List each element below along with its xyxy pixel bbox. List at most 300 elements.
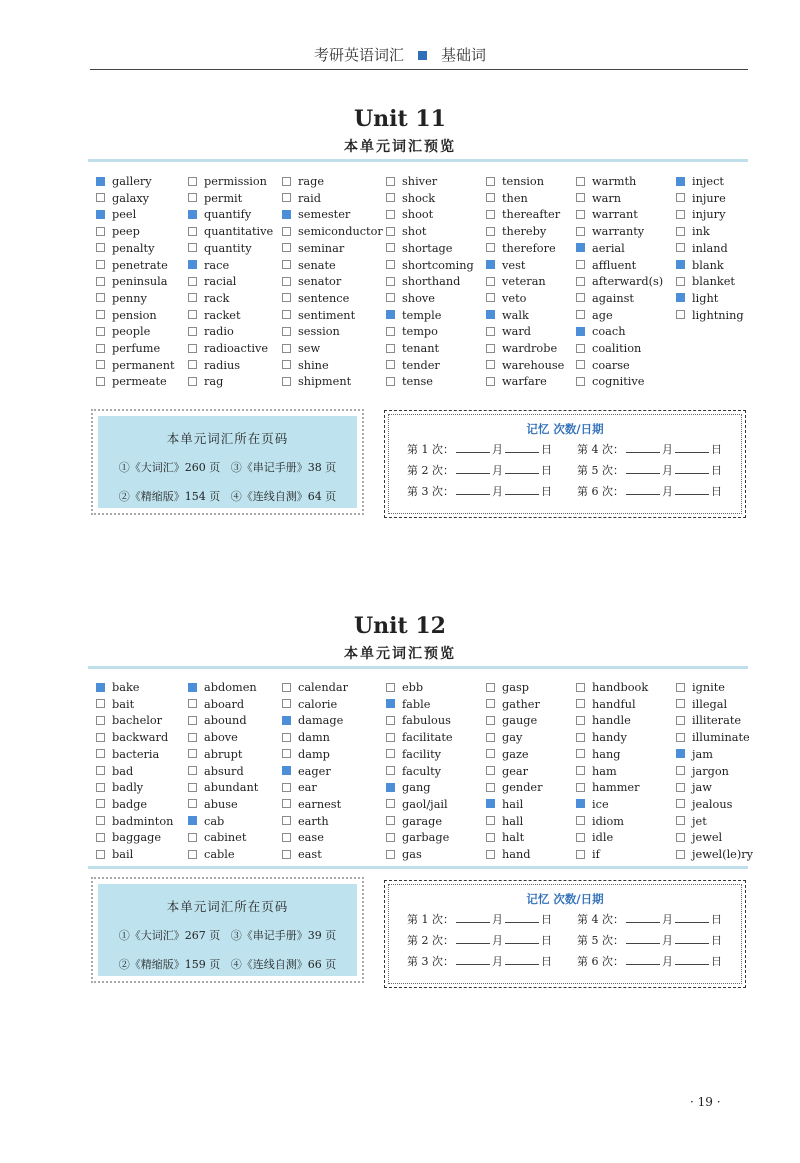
checked-box-icon	[188, 816, 197, 825]
vocabulary-word: jaw	[692, 781, 712, 795]
vocabulary-item	[676, 291, 718, 307]
checkbox-icon	[96, 360, 105, 369]
vocabulary-item	[282, 847, 322, 863]
vocabulary-word: lightning	[692, 308, 744, 322]
vocabulary-item	[576, 830, 613, 846]
checkbox-icon	[282, 799, 291, 808]
header-section-title: 基础词	[441, 46, 487, 64]
day-label: 日	[541, 443, 552, 456]
vocabulary-item	[188, 830, 246, 846]
vocabulary-word: abdomen	[204, 681, 257, 694]
unit-title: Unit 12	[354, 613, 446, 639]
checkbox-icon	[486, 360, 495, 369]
vocabulary-word: then	[502, 191, 528, 205]
memory-log-entry	[407, 462, 552, 478]
vocabulary-item	[188, 207, 251, 223]
checkbox-icon	[386, 177, 395, 186]
checkbox-icon	[96, 377, 105, 386]
day-label: 日	[711, 934, 722, 947]
checkbox-icon	[676, 210, 685, 219]
vocabulary-item	[282, 797, 341, 813]
checkbox-icon	[96, 243, 105, 252]
vocabulary-word: afterward(s)	[592, 275, 664, 289]
checked-box-icon	[282, 716, 291, 725]
vocabulary-word: idle	[592, 831, 614, 845]
vocabulary-item	[676, 191, 726, 207]
vocabulary-word: radioactive	[204, 342, 269, 355]
vocabulary-item	[386, 358, 440, 374]
checkbox-icon	[96, 193, 105, 202]
memory-log-entry	[407, 953, 552, 969]
vocabulary-item	[188, 274, 236, 290]
checkbox-icon	[282, 293, 291, 302]
vocabulary-word: penetrate	[112, 258, 168, 272]
vocabulary-item	[188, 747, 242, 763]
page-reference-row	[98, 459, 357, 475]
vocabulary-item	[386, 174, 437, 190]
checked-box-icon	[282, 766, 291, 775]
day-label: 日	[541, 934, 552, 947]
vocabulary-word: shortcoming	[402, 258, 474, 272]
checkbox-icon	[576, 293, 585, 302]
memory-log-entry	[407, 932, 552, 948]
vocabulary-item	[576, 241, 625, 257]
memory-log-entry	[577, 932, 722, 948]
vocabulary-item	[96, 713, 162, 729]
vocabulary-item	[96, 308, 157, 324]
vocabulary-item	[188, 780, 258, 796]
vocabulary-word: cab	[204, 814, 225, 828]
day-label: 日	[711, 955, 722, 968]
checkbox-icon	[96, 766, 105, 775]
memory-log-entry	[577, 953, 722, 969]
vocabulary-word: bachelor	[112, 714, 163, 728]
vocabulary-item	[386, 747, 441, 763]
vocabulary-word: warn	[592, 191, 622, 205]
checked-box-icon	[386, 699, 395, 708]
vocabulary-item	[486, 764, 528, 780]
vocabulary-word: semester	[298, 208, 351, 222]
memory-attempt-label: 第 6 次：	[577, 485, 624, 498]
vocabulary-word: tender	[402, 358, 440, 372]
checkbox-icon	[676, 833, 685, 842]
page-ref-lianxian: ④《连线自测》66 页	[230, 958, 337, 971]
vocabulary-item	[96, 174, 152, 190]
checkbox-icon	[486, 816, 495, 825]
checked-box-icon	[188, 210, 197, 219]
memory-attempt-label: 第 3 次：	[407, 485, 454, 498]
vocabulary-word: jealous	[692, 797, 733, 811]
vocabulary-word: calorie	[298, 697, 338, 711]
memory-log-box	[384, 410, 746, 518]
checkbox-icon	[96, 733, 105, 742]
vocabulary-word: damage	[298, 714, 344, 728]
vocabulary-word: facility	[402, 747, 442, 761]
vocabulary-word: shove	[402, 291, 435, 305]
vocabulary-item	[386, 697, 430, 713]
vocabulary-item	[576, 341, 641, 357]
checkbox-icon	[282, 360, 291, 369]
vocabulary-word: quantify	[204, 208, 252, 222]
vocabulary-item	[96, 224, 140, 240]
vocabulary-word: racket	[204, 308, 241, 322]
vocabulary-item	[386, 680, 423, 696]
vocabulary-word: cable	[204, 848, 235, 861]
vocabulary-word: hang	[592, 747, 621, 761]
memory-attempt-label: 第 5 次：	[577, 934, 624, 947]
vocabulary-item	[486, 680, 529, 696]
checkbox-icon	[282, 277, 291, 286]
day-label: 日	[711, 443, 722, 456]
page-number: · 19 ·	[690, 1095, 721, 1109]
vocabulary-word: coalition	[592, 342, 642, 355]
vocabulary-word: peninsula	[112, 275, 168, 289]
day-blank	[505, 912, 539, 923]
checkbox-icon	[96, 799, 105, 808]
checkbox-icon	[486, 293, 495, 302]
checkbox-icon	[486, 277, 495, 286]
vocabulary-item	[386, 374, 433, 390]
checkbox-icon	[386, 227, 395, 236]
checkbox-icon	[96, 716, 105, 725]
vocabulary-word: shoot	[402, 208, 434, 222]
day-label: 日	[711, 464, 722, 477]
vocabulary-word: damn	[298, 731, 330, 745]
vocabulary-word: earth	[298, 814, 329, 828]
vocabulary-word: walk	[502, 308, 529, 322]
vocabulary-word: inject	[692, 175, 724, 188]
vocabulary-word: cognitive	[592, 375, 645, 389]
month-label: 月	[662, 485, 673, 498]
checkbox-icon	[282, 783, 291, 792]
vocabulary-word: ignite	[692, 681, 725, 694]
vocabulary-item	[676, 207, 725, 223]
vocabulary-word: handbook	[592, 681, 649, 694]
vocabulary-word: thereby	[502, 225, 547, 239]
vocabulary-item	[96, 341, 160, 357]
checkbox-icon	[676, 243, 685, 252]
vocabulary-item	[576, 730, 627, 746]
checkbox-icon	[676, 310, 685, 319]
checked-box-icon	[386, 310, 395, 319]
vocabulary-item	[282, 174, 324, 190]
vocabulary-word: raid	[298, 191, 321, 205]
checkbox-icon	[676, 699, 685, 708]
vocabulary-word: hammer	[592, 781, 640, 795]
checkbox-icon	[282, 193, 291, 202]
vocabulary-word: facilitate	[402, 731, 453, 745]
memory-log-title: 记忆 次数/日期	[526, 422, 604, 436]
checkbox-icon	[576, 177, 585, 186]
vocabulary-item	[676, 224, 710, 240]
vocabulary-item	[188, 764, 244, 780]
vocabulary-word: handy	[592, 731, 627, 745]
checkbox-icon	[96, 833, 105, 842]
checkbox-icon	[386, 243, 395, 252]
vocabulary-word: fable	[402, 697, 431, 711]
checkbox-icon	[188, 699, 197, 708]
checkbox-icon	[386, 344, 395, 353]
vocabulary-word: temple	[402, 308, 442, 322]
vocabulary-word: peel	[112, 208, 137, 222]
checkbox-icon	[386, 716, 395, 725]
vocabulary-item	[576, 680, 648, 696]
vocabulary-item	[282, 814, 329, 830]
page-reference-row	[98, 488, 357, 504]
memory-log-entry	[407, 911, 552, 927]
vocabulary-word: hall	[502, 814, 524, 828]
vocabulary-word: fabulous	[402, 714, 451, 728]
checkbox-icon	[576, 733, 585, 742]
vocabulary-item	[282, 241, 344, 257]
checkbox-icon	[576, 683, 585, 692]
vocabulary-word: hand	[502, 848, 531, 861]
vocabulary-word: idiom	[592, 814, 624, 828]
unit-divider-bar	[88, 666, 748, 669]
checkbox-icon	[676, 277, 685, 286]
vocabulary-item	[386, 308, 441, 324]
checkbox-icon	[486, 243, 495, 252]
vocabulary-word: vest	[502, 258, 526, 272]
vocabulary-item	[386, 207, 433, 223]
vocabulary-word: abound	[204, 714, 247, 728]
vocabulary-item	[386, 764, 441, 780]
vocabulary-item	[282, 730, 330, 746]
day-blank	[675, 463, 709, 474]
checkbox-icon	[282, 260, 291, 269]
vocabulary-item	[96, 358, 175, 374]
checkbox-icon	[676, 850, 685, 859]
vocabulary-item	[96, 847, 133, 863]
vocabulary-word: badge	[112, 797, 148, 811]
checked-box-icon	[188, 683, 197, 692]
checkbox-icon	[188, 360, 197, 369]
vocabulary-item	[576, 174, 636, 190]
vocabulary-item	[188, 358, 240, 374]
vocabulary-item	[576, 847, 600, 863]
vocabulary-item	[676, 847, 753, 863]
checked-box-icon	[576, 799, 585, 808]
vocabulary-word: gas	[402, 848, 422, 861]
vocabulary-word: permit	[204, 191, 243, 205]
unit-title: Unit 11	[354, 106, 446, 132]
vocabulary-word: racial	[204, 275, 237, 289]
checkbox-icon	[486, 193, 495, 202]
month-blank	[626, 463, 660, 474]
checkbox-icon	[386, 816, 395, 825]
memory-attempt-label: 第 6 次：	[577, 955, 624, 968]
checkbox-icon	[576, 260, 585, 269]
checkbox-icon	[282, 344, 291, 353]
vocabulary-word: abrupt	[204, 747, 243, 761]
vocabulary-item	[96, 730, 168, 746]
vocabulary-word: abundant	[204, 781, 259, 795]
vocabulary-word: handful	[592, 697, 636, 711]
vocabulary-item	[386, 191, 435, 207]
vocabulary-item	[676, 274, 735, 290]
checkbox-icon	[576, 850, 585, 859]
vocabulary-item	[282, 341, 320, 357]
vocabulary-item	[676, 814, 707, 830]
vocabulary-item	[96, 241, 154, 257]
vocabulary-item	[386, 274, 460, 290]
vocabulary-item	[386, 730, 453, 746]
checkbox-icon	[486, 377, 495, 386]
vocabulary-word: semiconductor	[298, 225, 383, 239]
vocabulary-item	[282, 274, 341, 290]
vocabulary-word: baggage	[112, 831, 162, 845]
month-label: 月	[492, 934, 503, 947]
checked-box-icon	[96, 177, 105, 186]
vocabulary-item	[386, 814, 442, 830]
checkbox-icon	[188, 783, 197, 792]
day-blank	[505, 933, 539, 944]
checkbox-icon	[188, 310, 197, 319]
vocabulary-word: cabinet	[204, 831, 247, 845]
checkbox-icon	[486, 733, 495, 742]
checkbox-icon	[96, 293, 105, 302]
checkbox-icon	[676, 816, 685, 825]
checkbox-icon	[96, 699, 105, 708]
vocabulary-item	[576, 764, 617, 780]
vocabulary-word: warmth	[592, 175, 637, 188]
vocabulary-item	[486, 797, 523, 813]
month-blank	[456, 484, 490, 495]
page-reference-box	[90, 876, 365, 984]
vocabulary-item	[386, 241, 452, 257]
vocabulary-item	[486, 747, 529, 763]
vocabulary-item	[486, 847, 531, 863]
vocabulary-word: galaxy	[112, 191, 150, 205]
vocabulary-word: damp	[298, 747, 330, 761]
vocabulary-word: inland	[692, 241, 728, 255]
day-blank	[675, 954, 709, 965]
vocabulary-word: perfume	[112, 342, 161, 355]
vocabulary-word: ear	[298, 781, 317, 795]
vocabulary-word: permission	[204, 175, 267, 188]
checkbox-icon	[386, 277, 395, 286]
checkbox-icon	[576, 716, 585, 725]
vocabulary-item	[576, 814, 624, 830]
memory-log-box	[384, 880, 746, 988]
vocabulary-item	[188, 814, 224, 830]
vocabulary-item	[96, 324, 150, 340]
vocabulary-item	[96, 780, 143, 796]
checked-box-icon	[188, 260, 197, 269]
month-label: 月	[662, 443, 673, 456]
vocabulary-word: tension	[502, 175, 544, 188]
page-reference-title: 本单元词汇所在页码	[166, 431, 289, 446]
vocabulary-word: if	[592, 848, 600, 861]
vocabulary-item	[386, 830, 449, 846]
checkbox-icon	[282, 177, 291, 186]
vocabulary-item	[676, 797, 732, 813]
vocabulary-item	[486, 730, 522, 746]
vocabulary-word: shot	[402, 225, 427, 239]
vocabulary-item	[676, 174, 724, 190]
checkbox-icon	[676, 683, 685, 692]
checkbox-icon	[576, 227, 585, 236]
checkbox-icon	[576, 310, 585, 319]
memory-log-title: 记忆 次数/日期	[526, 892, 604, 906]
checked-box-icon	[676, 293, 685, 302]
memory-attempt-label: 第 2 次：	[407, 934, 454, 947]
vocabulary-item	[96, 258, 168, 274]
vocabulary-word: earnest	[298, 797, 342, 811]
header-divider	[90, 69, 748, 70]
vocabulary-word: illuminate	[692, 731, 750, 745]
vocabulary-item	[486, 241, 556, 257]
vocabulary-item	[282, 697, 337, 713]
checkbox-icon	[282, 833, 291, 842]
checkbox-icon	[96, 310, 105, 319]
vocabulary-word: session	[298, 325, 340, 339]
vocabulary-item	[282, 224, 383, 240]
vocabulary-item	[486, 830, 524, 846]
vocabulary-item	[188, 324, 234, 340]
vocabulary-item	[96, 764, 133, 780]
page-ref-da-cihui: ①《大词汇》260 页	[118, 461, 221, 474]
vocabulary-item	[188, 730, 238, 746]
vocabulary-word: ease	[298, 831, 324, 845]
vocabulary-word: hail	[502, 797, 524, 811]
page-ref-chuanji: ③《串记手册》39 页	[230, 929, 337, 942]
checked-box-icon	[576, 243, 585, 252]
header-book-title: 考研英语词汇	[313, 46, 404, 64]
vocabulary-word: penny	[112, 291, 147, 305]
checkbox-icon	[576, 277, 585, 286]
checkbox-icon	[486, 783, 495, 792]
vocabulary-word: veteran	[502, 275, 546, 289]
vocabulary-word: wardrobe	[502, 342, 558, 355]
vocabulary-word: sentence	[298, 291, 350, 305]
vocabulary-word: rag	[204, 375, 224, 389]
checkbox-icon	[188, 833, 197, 842]
vocabulary-word: gauge	[502, 714, 538, 728]
vocabulary-word: badly	[112, 781, 144, 795]
checkbox-icon	[282, 327, 291, 336]
checkbox-icon	[188, 850, 197, 859]
memory-log-entry	[577, 483, 722, 499]
vocabulary-item	[486, 207, 560, 223]
vocabulary-item	[282, 258, 336, 274]
checkbox-icon	[188, 243, 197, 252]
vocabulary-item	[576, 324, 625, 340]
vocabulary-word: senator	[298, 275, 342, 289]
checkbox-icon	[486, 210, 495, 219]
vocabulary-word: rack	[204, 291, 230, 305]
vocabulary-word: garbage	[402, 831, 450, 845]
vocabulary-item	[486, 713, 537, 729]
vocabulary-word: aerial	[592, 241, 625, 255]
unit-divider-bar	[88, 159, 748, 162]
vocabulary-word: warfare	[502, 375, 547, 389]
vocabulary-word: ham	[592, 764, 617, 778]
vocabulary-item	[188, 847, 235, 863]
checkbox-icon	[676, 766, 685, 775]
checkbox-icon	[576, 816, 585, 825]
vocabulary-word: handle	[592, 714, 631, 728]
vocabulary-word: gasp	[502, 681, 529, 694]
vocabulary-word: blank	[692, 258, 724, 272]
checkbox-icon	[386, 293, 395, 302]
vocabulary-word: race	[204, 258, 230, 272]
vocabulary-item	[282, 358, 329, 374]
vocabulary-item	[576, 797, 609, 813]
memory-attempt-label: 第 2 次：	[407, 464, 454, 477]
vocabulary-word: age	[592, 308, 613, 322]
month-blank	[626, 933, 660, 944]
